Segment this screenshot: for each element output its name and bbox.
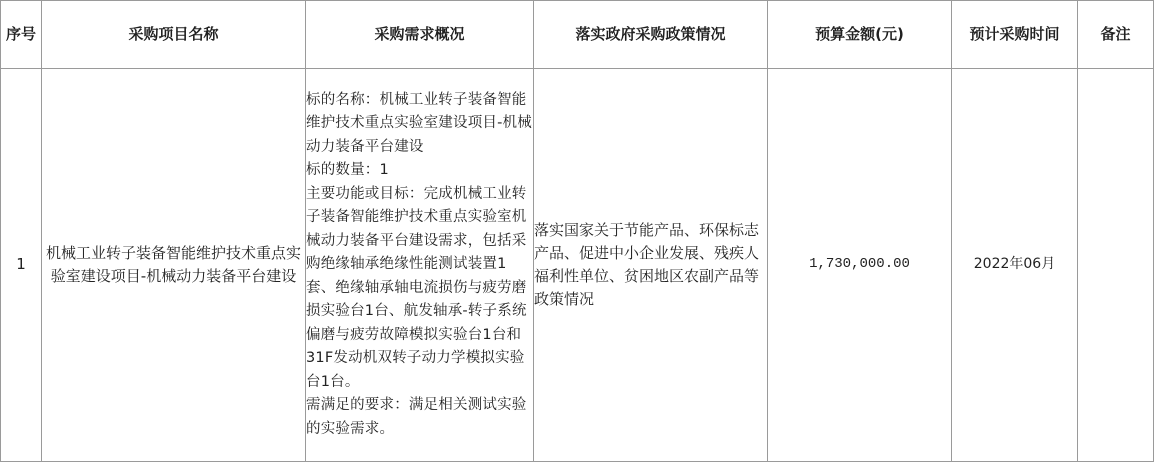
header-seq: 序号 <box>1 1 42 69</box>
cell-time: 2022年06月 <box>952 69 1078 462</box>
cell-requirement <box>306 69 534 462</box>
header-remark: 备注 <box>1078 1 1154 69</box>
header-time: 预计采购时间 <box>952 1 1078 69</box>
header-policy: 落实政府采购政策情况 <box>534 1 768 69</box>
requirement-line: 标的名称：机械工业转子装备智能维护技术重点实验室建设项目-机械动力装备平台建设 <box>306 91 532 155</box>
header-budget: 预算金额(元) <box>768 1 952 69</box>
cell-project-name: 机械工业转子装备智能维护技术重点实验室建设项目-机械动力装备平台建设 <box>42 69 306 462</box>
table-row <box>1 69 1154 462</box>
cell-policy: 落实国家关于节能产品、环保标志产品、促进中小企业发展、残疾人福利性单位、贫困地区农副产品等政策情况 <box>534 69 768 462</box>
requirement-line: 标的数量：1 <box>306 162 389 179</box>
header-row <box>1 1 1154 69</box>
cell-remark <box>1078 69 1154 462</box>
requirement-line: 主要功能或目标：完成机械工业转子装备智能维护技术重点实验室机械动力装备平台建设需求，包括采购绝缘轴承绝缘性能测试装置1套、绝缘轴承轴电流损伤与疲劳磨损实验台1台、航发轴承-转子系统偏磨与疲劳故障模拟实验台1台和31F发动机双转子动力学模拟实验台1台。 <box>306 185 527 390</box>
cell-budget: 1,730,000.00 <box>768 69 952 462</box>
header-project-name: 采购项目名称 <box>42 1 306 69</box>
requirement-line: 需满足的要求：满足相关测试实验的实验需求。 <box>306 397 527 437</box>
cell-seq: 1 <box>1 69 42 462</box>
header-requirement: 采购需求概况 <box>306 1 534 69</box>
